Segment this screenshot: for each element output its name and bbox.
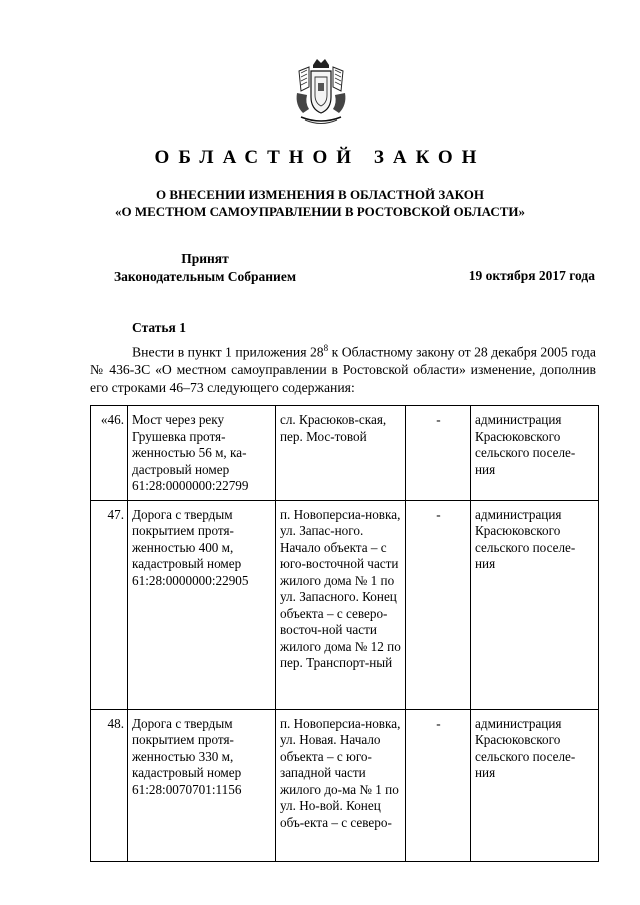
empty-value-dash: - xyxy=(406,500,471,709)
administration: администрация Красюковского сельского поселе-ния xyxy=(471,709,599,861)
object-address: п. Новоперсиа-новка, ул. Запас-ного. Начало объекта – с юго-восточной части жилого дома № 1 по ул. Запасного. Конец объекта – с северо-восточ-ной части жилого дома № 12 по пер. Транспорт-ный xyxy=(276,500,406,709)
empty-value-dash: - xyxy=(406,406,471,501)
adopted-label: Принят xyxy=(181,251,229,266)
row-number: 48. xyxy=(91,709,128,861)
administration: администрация Красюковского сельского поселе-ния xyxy=(471,406,599,501)
law-title: ОБЛАСТНОЙ ЗАКОН xyxy=(154,147,486,168)
object-address: п. Новоперсиа-новка, ул. Новая. Начало объекта – с юго-западной части жилого до-ма № 1 по ул. Но-вой. Конец объ-екта – с северо- xyxy=(276,709,406,861)
row-number: «46. xyxy=(91,406,128,501)
table-row xyxy=(91,406,599,501)
table-row xyxy=(91,709,599,861)
article-text xyxy=(90,340,596,396)
objects-table xyxy=(90,405,599,862)
table-row xyxy=(91,500,599,709)
row-number: 47. xyxy=(91,500,128,709)
legislative-assembly-label: Законодательным Собранием xyxy=(113,269,297,284)
administration: администрация Красюковского сельского поселе-ния xyxy=(471,500,599,709)
coat-of-arms-icon xyxy=(291,57,351,127)
adoption-date: 19 октября 2017 года xyxy=(468,268,595,283)
object-description: Дорога с твердым покрытием протя-женностью 400 м, кадастровый номер 61:28:0000000:22905 xyxy=(128,500,276,709)
subtitle-line: О ВНЕСЕНИИ ИЗМЕНЕНИЯ В ОБЛАСТНОЙ ЗАКОН xyxy=(156,187,484,202)
object-description: Дорога с твердым покрытием протя-женностью 330 м, кадастровый номер 61:28:0070701:1156 xyxy=(128,709,276,861)
article-text-superscript: 8 xyxy=(323,343,329,353)
empty-value-dash: - xyxy=(406,709,471,861)
article-text-part: к Областному закону от 28 декабря 2005 года № 436-ЗС «О местном самоуправлении в Ростовской области» изменение, дополнив его строками 46–73 следующего содержания: xyxy=(90,344,596,395)
object-address: сл. Красюков-ская, пер. Мос-товой xyxy=(276,406,406,501)
article-text-part: Внести в пункт 1 приложения 28 xyxy=(132,344,324,360)
object-description: Мост через реку Грушевка протя-женностью 56 м, ка-дастровый номер 61:28:0000000:22799 xyxy=(128,406,276,501)
adoption-body xyxy=(90,250,320,286)
law-subtitle xyxy=(0,186,640,220)
subtitle-line: «О МЕСТНОМ САМОУПРАВЛЕНИИ В РОСТОВСКОЙ ОБЛАСТИ» xyxy=(115,204,525,219)
article-heading: Статья 1 xyxy=(132,320,186,335)
